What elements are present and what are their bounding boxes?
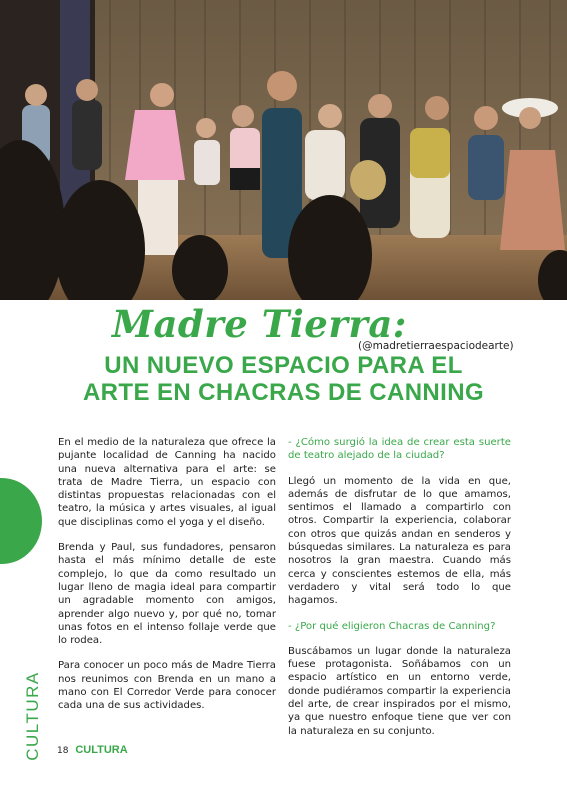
- paragraph-intro: En el medio de la naturaleza que ofrece la pujante localidad de Canning ha nacido una nueva alternativa para el arte: se trata de Madre Tierra, un espacio con distintas propuestas relacionadas con el teatro, la música y artes visuales, al igual que disciplinas como el yoga y el diseño.: [58, 437, 276, 528]
- section-tab-marker: [0, 478, 42, 564]
- question-1: - ¿Cómo surgió la idea de crear esta suerte de teatro alejado de la ciudad?: [288, 437, 511, 462]
- article-subtitle: [0, 352, 567, 406]
- paragraph-meeting: Para conocer un poco más de Madre Tierra nos reunimos con Brenda en un mano a mano con El Corredor Verde para conocer cada una de sus actividades.: [58, 660, 276, 712]
- paragraph-founders: Brenda y Paul, sus fundadores, pensaron hasta el más mínimo detalle de este complejo, lo que da como resultado un lugar lleno de magia ideal para compartir un agradable momento con amigos, aprender algo nuevo y, por qué no, tomar unas fotos en el intenso follaje verde que lo rodea.: [58, 542, 276, 647]
- question-2: - ¿Por qué eligieron Chacras de Canning?: [288, 620, 496, 632]
- stage-photo: [0, 0, 567, 300]
- brand-title: Madre Tierra:: [112, 302, 407, 346]
- subtitle-line-2: ARTE EN CHACRAS DE CANNING: [82, 379, 485, 406]
- right-column: [288, 436, 511, 750]
- answer-1: Llegó un momento de la vida en que, además de disfrutar de lo que amamos, sentimos el llamado a compartirlo con otros. Compartir la experiencia, colaborar con otros que quizás andan en senderos y búsquedas similares. La naturaleza es para nosotros la gran maestra. Cuando más cerca y conscientes estemos de ella, más verdadero y vital será todo lo que hagamos.: [288, 475, 511, 607]
- side-section-label: [24, 672, 44, 762]
- answer-2: Buscábamos un lugar donde la naturaleza fuese protagonista. Soñábamos con un espacio artístico en un entorno verde, donde pudiéramos compartir la experiencia del arte, de crear inspirados por el mismo, ya que nuestro enfoque tiene que ver con la naturaleza en su conjunto.: [288, 645, 511, 737]
- footer-section: CULTURA: [75, 744, 128, 756]
- left-column: [58, 436, 276, 725]
- subtitle-line-1: UN NUEVO ESPACIO PARA EL: [104, 352, 463, 379]
- side-section-text: CULTURA: [22, 671, 42, 761]
- stage-photo-illustration: [0, 0, 567, 300]
- page-number: 18: [57, 746, 69, 756]
- instagram-handle: (@madretierraespaciodearte): [358, 340, 514, 352]
- page-footer: [57, 744, 128, 756]
